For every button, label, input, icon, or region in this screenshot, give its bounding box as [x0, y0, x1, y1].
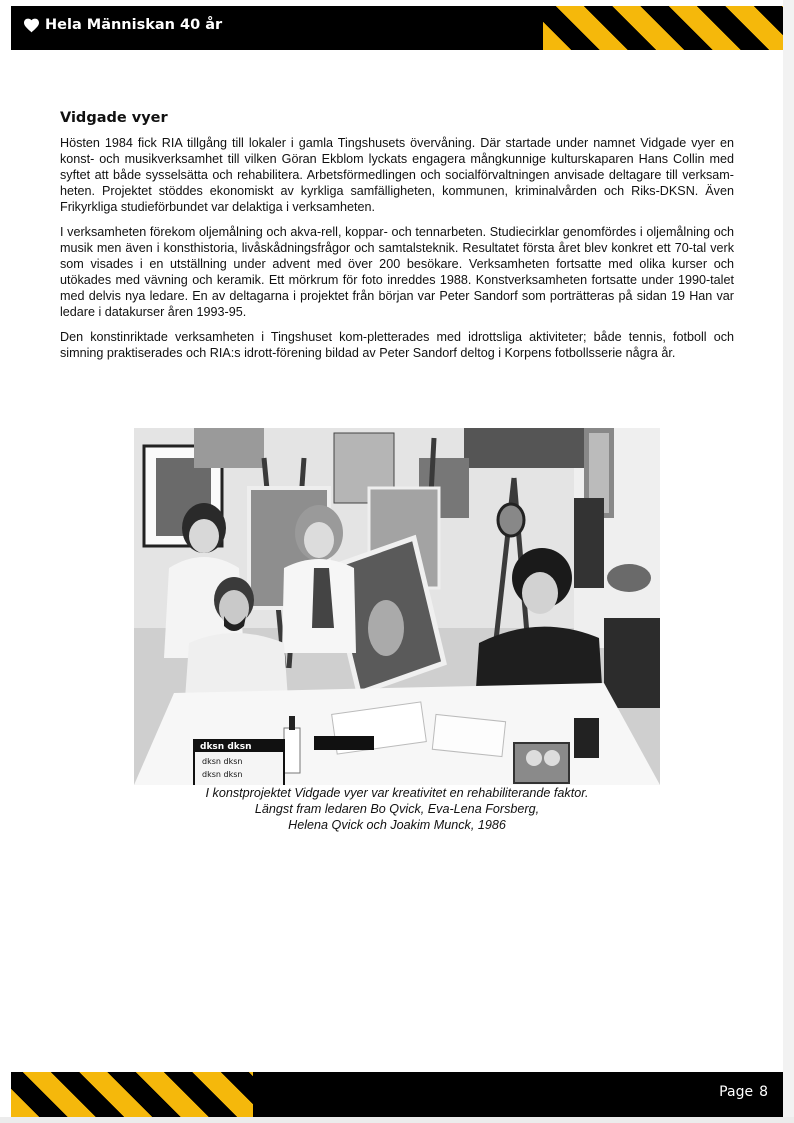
hazard-stripes-top [543, 6, 783, 50]
header-title [23, 17, 222, 33]
page-bottom-shadow [0, 1117, 794, 1123]
article-paragraph-2: I verksamheten förekom oljemålning och akva-rell, koppar- och tennarbeten. Studiecirklar genomfördes i oljemålning och musik men även i konsthistoria, livåskådningsfrågor och samtalsteknik. Resultatet första året blev konkret ett 70-tal verk som visades i en utställning under advent med över 200 besökare. Verksamheten fortsatte med olika kurser och utökades med vävning och keramik. Ett mörkrum för foto inreddes 1988. Konstverksamheten fortsatte under 1990-talet med delvis nya ledare. En av deltagarna i projektet från början var Peter Sandorf som porträtteras på sidan 19 Han var ledare i datakurser åren 1993-95. [60, 225, 734, 319]
caption-line-3: Helena Qvick och Joakim Munck, 1986 [288, 818, 506, 832]
poster-sign-1: dksn dksn [200, 742, 252, 752]
photo-illustration [134, 428, 660, 785]
article-paragraph-3: Den konstinriktade verksamheten i Tingshuset kom-pletterades med idrottsliga aktiviteter; både tennis, fotboll och simning praktiserades och RIA:s idrott-förening bildad av Peter Sandorf deltog i Korpens fotbollsserie några år. [60, 330, 734, 360]
poster-sign-2: dksn dksn [202, 757, 243, 766]
page-label: Page [719, 1084, 754, 1100]
article-heading: Vidgade vyer [60, 110, 168, 126]
footer-bar [11, 1072, 783, 1117]
caption-line-1: I konstprojektet Vidgade vyer var kreativitet en rehabiliterande faktor. [205, 786, 589, 800]
photo-caption [134, 785, 660, 833]
art-studio-photo [134, 428, 660, 785]
hazard-stripes-bottom [11, 1072, 253, 1117]
page-number [719, 1084, 768, 1100]
article [60, 110, 734, 370]
header-bar [11, 6, 783, 50]
poster-sign-3: dksn dksn [202, 770, 243, 779]
page-edge-shadow [783, 0, 794, 1123]
caption-line-2: Längst fram ledaren Bo Qvick, Eva-Lena Forsberg, [254, 802, 540, 816]
page-number-value: 8 [759, 1084, 768, 1100]
header-title-text: Hela Människan 40 år [45, 17, 223, 33]
heart-icon [23, 18, 40, 33]
article-paragraph-1: Hösten 1984 fick RIA tillgång till lokaler i gamla Tingshusets övervåning. Där startade under namnet Vidgade vyer en konst- och musikverksamhet till vilken Göran Ekblom lyckats engagera mångkunnige kulturskaparen Hans Collin med syftet att både sysselsätta och rehabilitera. Arbetsförmedlingen och socialförvaltningen anvisade deltagare till verksam-heten. Projektet stöddes ekonomiskt av kyrkliga samfälligheten, kommunen, kriminalvården och Riks-DKSN. Även Frikyrkliga studieförbundet var delaktiga i verksamheten. [60, 136, 734, 214]
